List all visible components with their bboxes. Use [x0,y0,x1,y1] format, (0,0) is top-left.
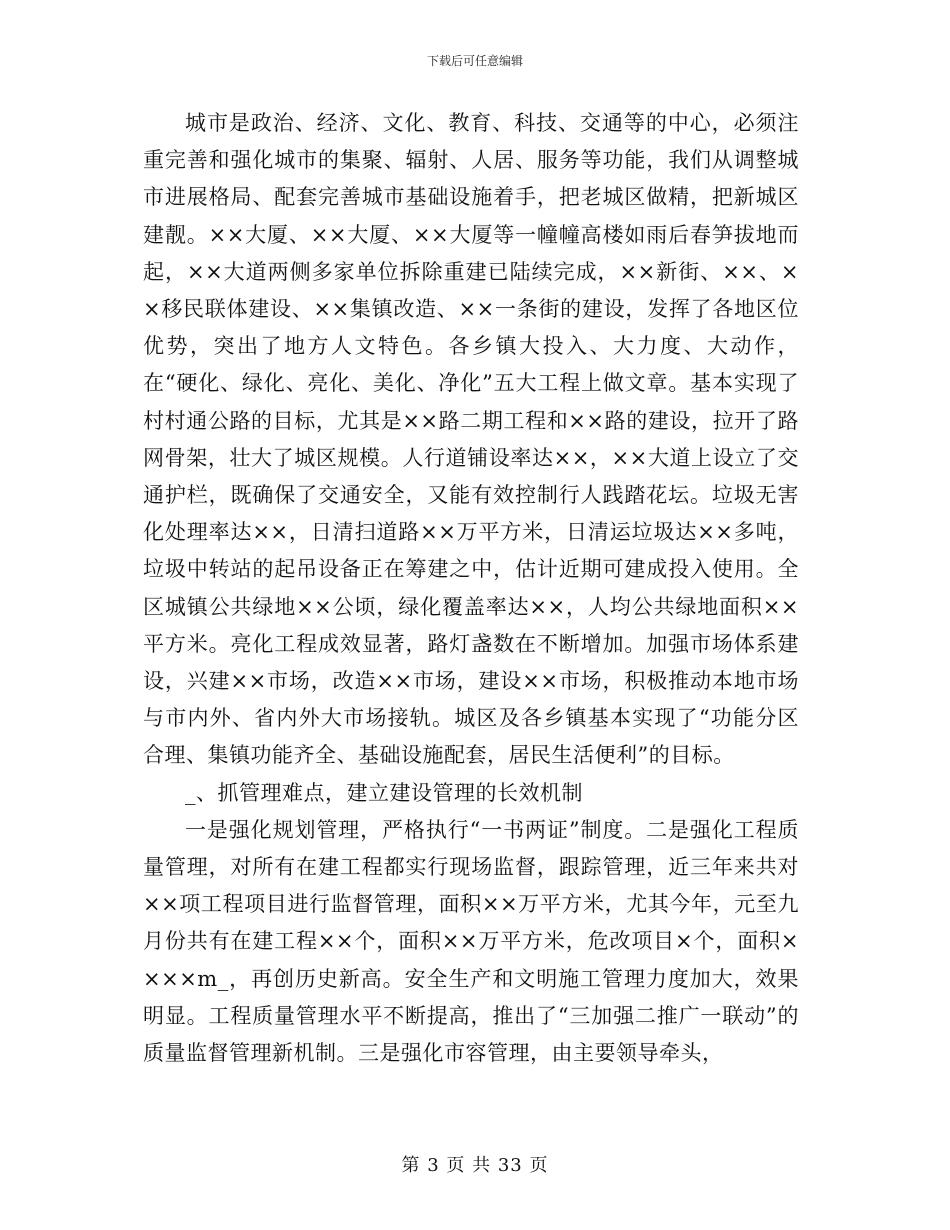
page-footer-page-number: 第 3 页 共 33 页 [401,1155,549,1176]
paragraph-urban-construction: 城市是政治、经济、文化、教育、科技、交通等的中心，必须注重完善和强化城市的集聚、辐射、人居、服务等功能，我们从调整城市进展格局、配套完善城市基础设施着手，把老城区做精，把新城区建靓。××大厦、××大厦、××大厦等一幢幢高楼如雨后春笋拔地而起，××大道两侧多家单位拆除重建已陆续完成，××新街、××、××移民联体建设、××集镇改造、××一条街的建设，发挥了各地区位优势，突出了地方人文特色。各乡镇大投入、大力度、大动作，在“硬化、绿化、亮化、美化、净化”五大工程上做文章。基本实现了村村通公路的目标，尤其是××路二期工程和××路的建设，拉开了路网骨架，壮大了城区规模。人行道铺设率达××，××大道上设立了交通护栏，既确保了交通安全，又能有效控制行人践踏花坛。垃圾无害化处理率达××，日清扫道路××万平方米，日清运垃圾达××多吨，垃圾中转站的起吊设备正在筹建之中，估计近期可建成投入使用。全区城镇公共绿地××公顷，绿化覆盖率达××，人均公共绿地面积××平方米。亮化工程成效显著，路灯盏数在不断增加。加强市场体系建设，兴建××市场，改造××市场，建设××市场，积极推动本地市场与市内外、省内外大市场接轨。城区及各乡镇基本实现了“功能分区合理、集镇功能齐全、基础设施配套，居民生活便利”的目标。 [143,111,799,768]
paragraph-management-measures: 一是强化规划管理，严格执行“一书两证”制度。二是强化工程质量管理，对所有在建工程都实行现场监督，跟踪管理，近三年来共对××项工程项目进行监督管理，面积××万平方米，尤其今年，元至九月份共有在建工程××个，面积××万平方米，危改项目×个，面积××××m_，再创历史新高。安全生产和文明施工管理力度加大，效果明显。工程质量管理水平不断提高，推出了“三加强二推广一联动”的质量监督管理新机制。三是强化市容管理，由主要领导牵头， [143,817,799,1066]
page-header: 下载后可任意编辑 [426,54,523,68]
section-heading-management: _、抓管理难点，建立建设管理的长效机制 [185,780,583,805]
document-body [143,105,799,1072]
